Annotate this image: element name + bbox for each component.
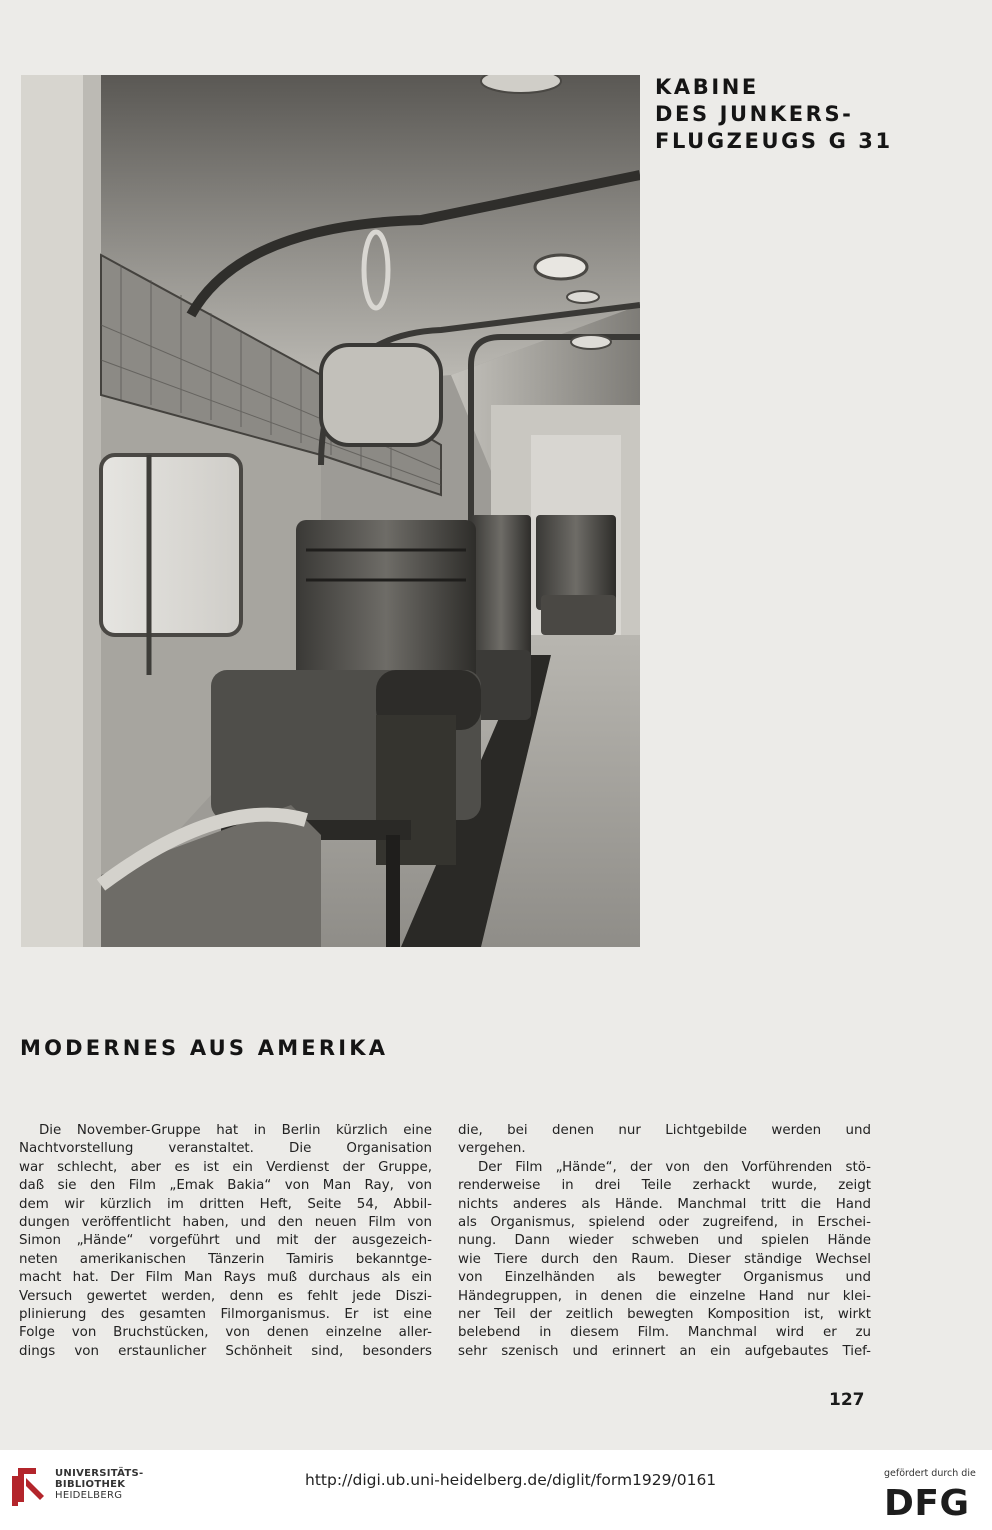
text-line: renderweise in drei Teile zerhackt wurde, zeigt	[458, 1178, 871, 1194]
text-line: dem wir kürzlich im dritten Heft, Seite 54, Abbil-	[19, 1196, 432, 1212]
text-column-right	[458, 1122, 871, 1361]
text-line: Der Film „Hände“, der von den Vorführenden stö-	[478, 1159, 871, 1175]
text-line: die, bei denen nur Lichtgebilde werden und	[458, 1123, 871, 1138]
source-url-link[interactable]: http://digi.ub.uni-heidelberg.de/diglit/form1929/0161	[305, 1471, 717, 1489]
text-line: belebend in diesem Film. Manchmal wird er zu	[458, 1325, 871, 1341]
caption-line: KABINE	[655, 75, 759, 99]
library-line: BIBLIOTHEK	[55, 1479, 126, 1490]
library-line: HEIDELBERG	[55, 1490, 123, 1501]
text-line: Händegruppen, in denen die einzelne Hand nur klei-	[458, 1288, 871, 1304]
text-line: Simon „Hände“ vorgeführt und mit der ausgezeich-	[19, 1233, 432, 1249]
funding-note: gefördert durch die	[884, 1468, 976, 1479]
text-line: wie Tiere durch den Raum. Dieser ständige Wechsel	[458, 1251, 871, 1267]
text-line: neten amerikanischen Tänzerin Tamiris bekanntge-	[19, 1251, 432, 1267]
text-line: daß sie den Film „Emak Bakia“ von Man Ray, von	[19, 1178, 432, 1194]
text-line: Versuch gewertet werden, denn es fehlt jede Diszi-	[19, 1288, 432, 1304]
text-line: von Einzelhänden als bewegter Organismus und	[458, 1270, 871, 1286]
caption-line: DES JUNKERS-	[655, 102, 854, 126]
text-line: war schlecht, aber es ist ein Verdienst der Gruppe,	[19, 1159, 432, 1175]
text-column-left	[19, 1122, 432, 1361]
article-heading: MODERNES AUS AMERIKA	[20, 1036, 389, 1060]
cabin-photo-drawing	[21, 75, 640, 947]
university-library-logo-icon	[10, 1466, 46, 1508]
text-line: dungen veröffentlicht haben, und den neuen Film von	[19, 1215, 432, 1231]
library-line: UNIVERSITÄTS-	[55, 1468, 144, 1479]
digitization-footer	[0, 1450, 992, 1530]
cabin-photo	[21, 75, 640, 947]
text-line: nung. Dann wieder schweben und spielen Hände	[458, 1233, 871, 1249]
text-line: Folge von Bruchstücken, von denen einzelne aller-	[19, 1325, 432, 1341]
text-line: Die November-Gruppe hat in Berlin kürzlich eine	[39, 1123, 432, 1138]
text-line: plinierung des gesamten Filmorganismus. Er ist eine	[19, 1307, 432, 1323]
library-name	[55, 1468, 144, 1501]
text-line: nichts anderes als Hände. Manchmal tritt die Hand	[458, 1196, 871, 1212]
text-line: sehr szenisch und erinnert an ein aufgebautes Tief-	[458, 1343, 871, 1359]
text-line: vergehen.	[458, 1141, 526, 1157]
dfg-logo: DFG	[884, 1483, 970, 1524]
text-line: ner Teil der zeitlich bewegten Komposition ist, wirkt	[458, 1307, 871, 1323]
caption-line: FLUGZEUGS G 31	[655, 129, 893, 153]
page-number: 127	[829, 1390, 865, 1410]
photo-caption	[655, 74, 955, 155]
text-line: macht hat. Der Film Man Rays muß durchaus als ein	[19, 1270, 432, 1286]
text-line: dings von erstaunlicher Schönheit sind, besonders	[19, 1343, 432, 1359]
text-line: Nachtvorstellung veranstaltet. Die Organisation	[19, 1141, 432, 1157]
text-line: als Organismus, spielend oder zugreifend, in Erschei-	[458, 1215, 871, 1231]
